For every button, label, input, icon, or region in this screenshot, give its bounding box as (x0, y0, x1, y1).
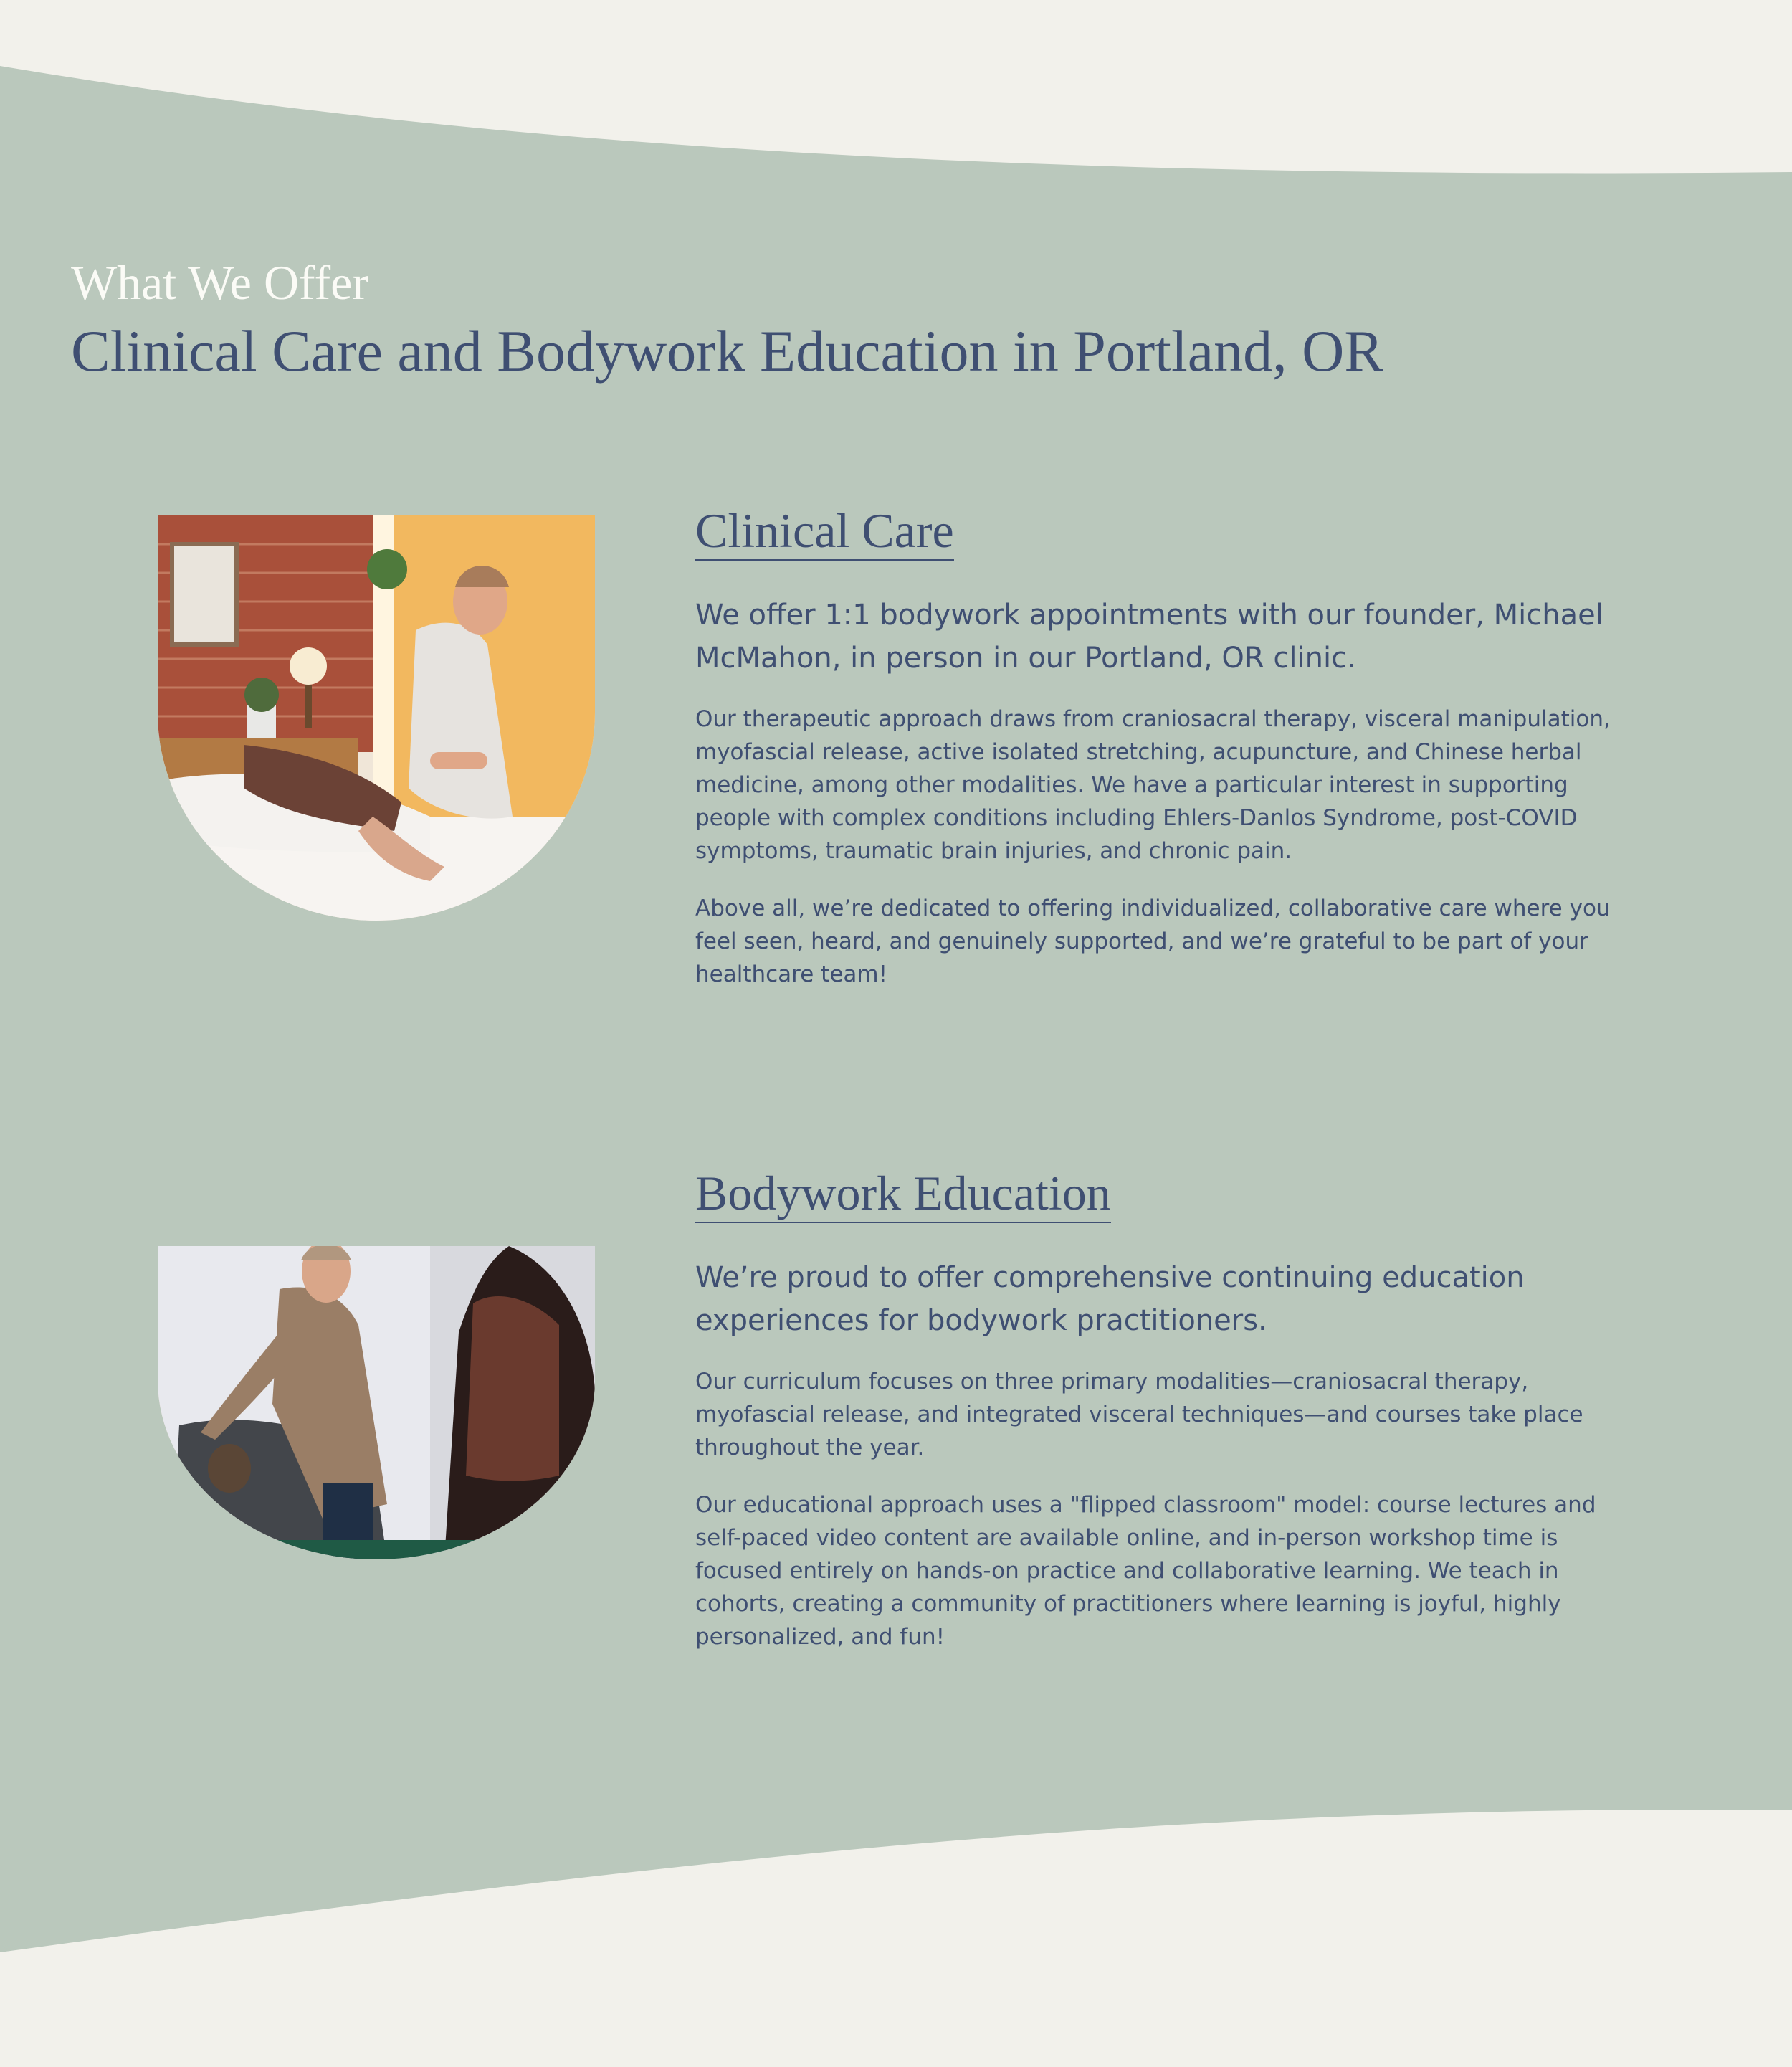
clinical-care-lead: We offer 1:1 bodywork appointments with our founder, Michael McMahon, in person in our Portland, OR clinic. (695, 599, 1603, 675)
clinical-care-photo (158, 515, 595, 921)
clinical-care-paragraph: Above all, we’re dedicated to offering individualized, collaborative care where you feel seen, heard, and genuinely supported, and we’re grateful to be part of your healthcare team! (695, 895, 1611, 987)
bodywork-education-card (695, 1164, 1649, 1653)
clinical-care-card (695, 502, 1649, 991)
section-eyebrow: What We Offer (71, 255, 368, 310)
bodywork-education-paragraph: Our educational approach uses a "flipped classroom" model: course lectures and self-paced video content are available online, and in-person workshop time is focused entirely on hands-on practice and collaborative learning. We teach in cohorts, creating a community of practitioners where learning is joyful, highly personalized, and fun! (695, 1492, 1596, 1650)
bodywork-education-paragraph: Our curriculum focuses on three primary modalities—craniosacral therapy, myofascial release, and integrated visceral techniques—and courses take place throughout the year. (695, 1369, 1583, 1460)
section-title: Clinical Care and Bodywork Education in Portland, OR (71, 318, 1384, 384)
section-header (71, 252, 1720, 387)
bodywork-education-lead: We’re proud to offer comprehensive continuing education experiences for bodywork practitioners. (695, 1261, 1525, 1337)
clinical-care-heading-link[interactable]: Clinical Care (695, 502, 954, 561)
clinical-care-paragraph: Our therapeutic approach draws from craniosacral therapy, visceral manipulation, myofascial release, active isolated stretching, acupuncture, and Chinese herbal medicine, among other modalities. We have a particular interest in supporting people with complex conditions including Ehlers-Danlos Syndrome, post-COVID symptoms, traumatic brain injuries, and chronic pain. (695, 706, 1611, 864)
bodywork-education-heading-link[interactable]: Bodywork Education (695, 1164, 1111, 1223)
